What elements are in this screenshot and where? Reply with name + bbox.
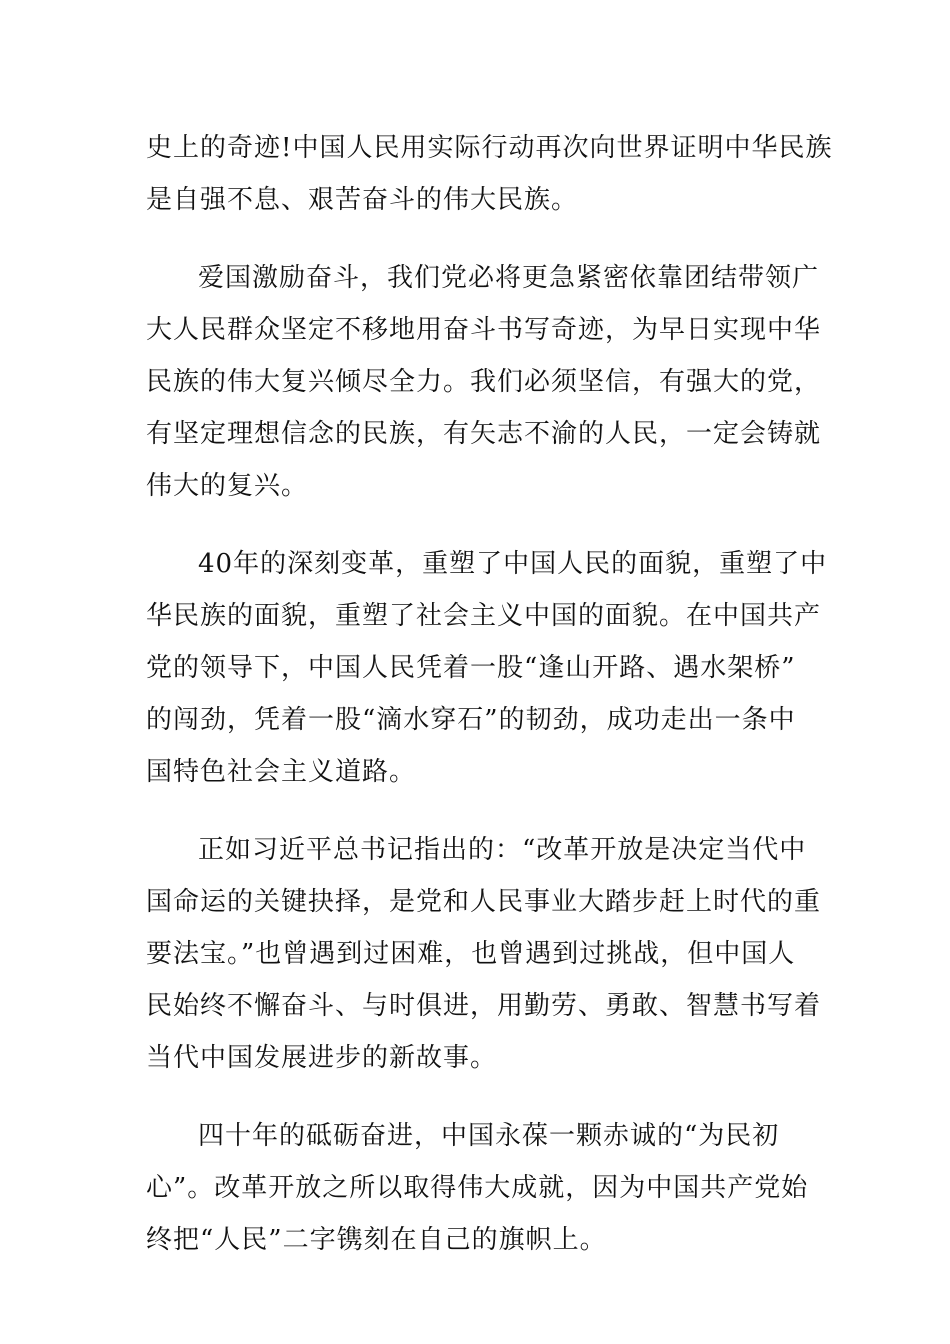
text-line: 是自强不息、艰苦奋斗的伟大民族。 [146,185,579,215]
text-line: 党的领导下，中国人民凭着一股“逢山开路、遇水架桥” [146,653,796,683]
text-line: 国特色社会主义道路。 [146,757,417,787]
text-line: 民族的伟大复兴倾尽全力。我们必须坚信，有强大的党， [146,367,822,397]
text-line: 终把“人民”二字镌刻在自己的旗帜上。 [146,1225,607,1255]
text-line: 40年的深刻变革，重塑了中国人民的面貌，重塑了中 [198,549,828,579]
text-line: 大人民群众坚定不移地用奋斗书写奇迹，为早日实现中华 [146,315,822,345]
text-line: 国命运的关键抉择，是党和人民事业大踏步赶上时代的重 [146,887,822,917]
paragraph-4 [146,824,822,1084]
text-line: 正如习近平总书记指出的：“改革开放是决定当代中 [198,835,807,865]
text-line: 民始终不懈奋斗、与时俱进，用勤劳、勇敢、智慧书写着 [146,991,822,1021]
text-line: 有坚定理想信念的民族，有矢志不渝的人民，一定会铸就 [146,419,822,449]
text-line: 要法宝。”也曾遇到过困难，也曾遇到过挑战，但中国人 [146,939,796,969]
text-line: 爱国激励奋斗，我们党必将更急紧密依靠团结带领广 [198,263,820,293]
text-line: 四十年的砥砺奋进，中国永葆一颗赤诚的“为民初 [198,1121,780,1151]
paragraph-3 [146,538,828,798]
document-body [146,122,833,1292]
text-line: 心”。改革开放之所以取得伟大成就，因为中国共产党始 [146,1173,809,1203]
paragraph-1 [146,122,833,226]
paragraph-5 [146,1110,809,1266]
paragraph-2 [146,252,822,512]
text-line: 伟大的复兴。 [146,471,309,501]
text-line: 当代中国发展进步的新故事。 [146,1043,498,1073]
text-line: 华民族的面貌，重塑了社会主义中国的面貌。在中国共产 [146,601,822,631]
text-line: 史上的奇迹!中国人民用实际行动再次向世界证明中华民族 [146,133,833,163]
text-line: 的闯劲，凭着一股“滴水穿石”的韧劲，成功走出一条中 [146,705,796,735]
